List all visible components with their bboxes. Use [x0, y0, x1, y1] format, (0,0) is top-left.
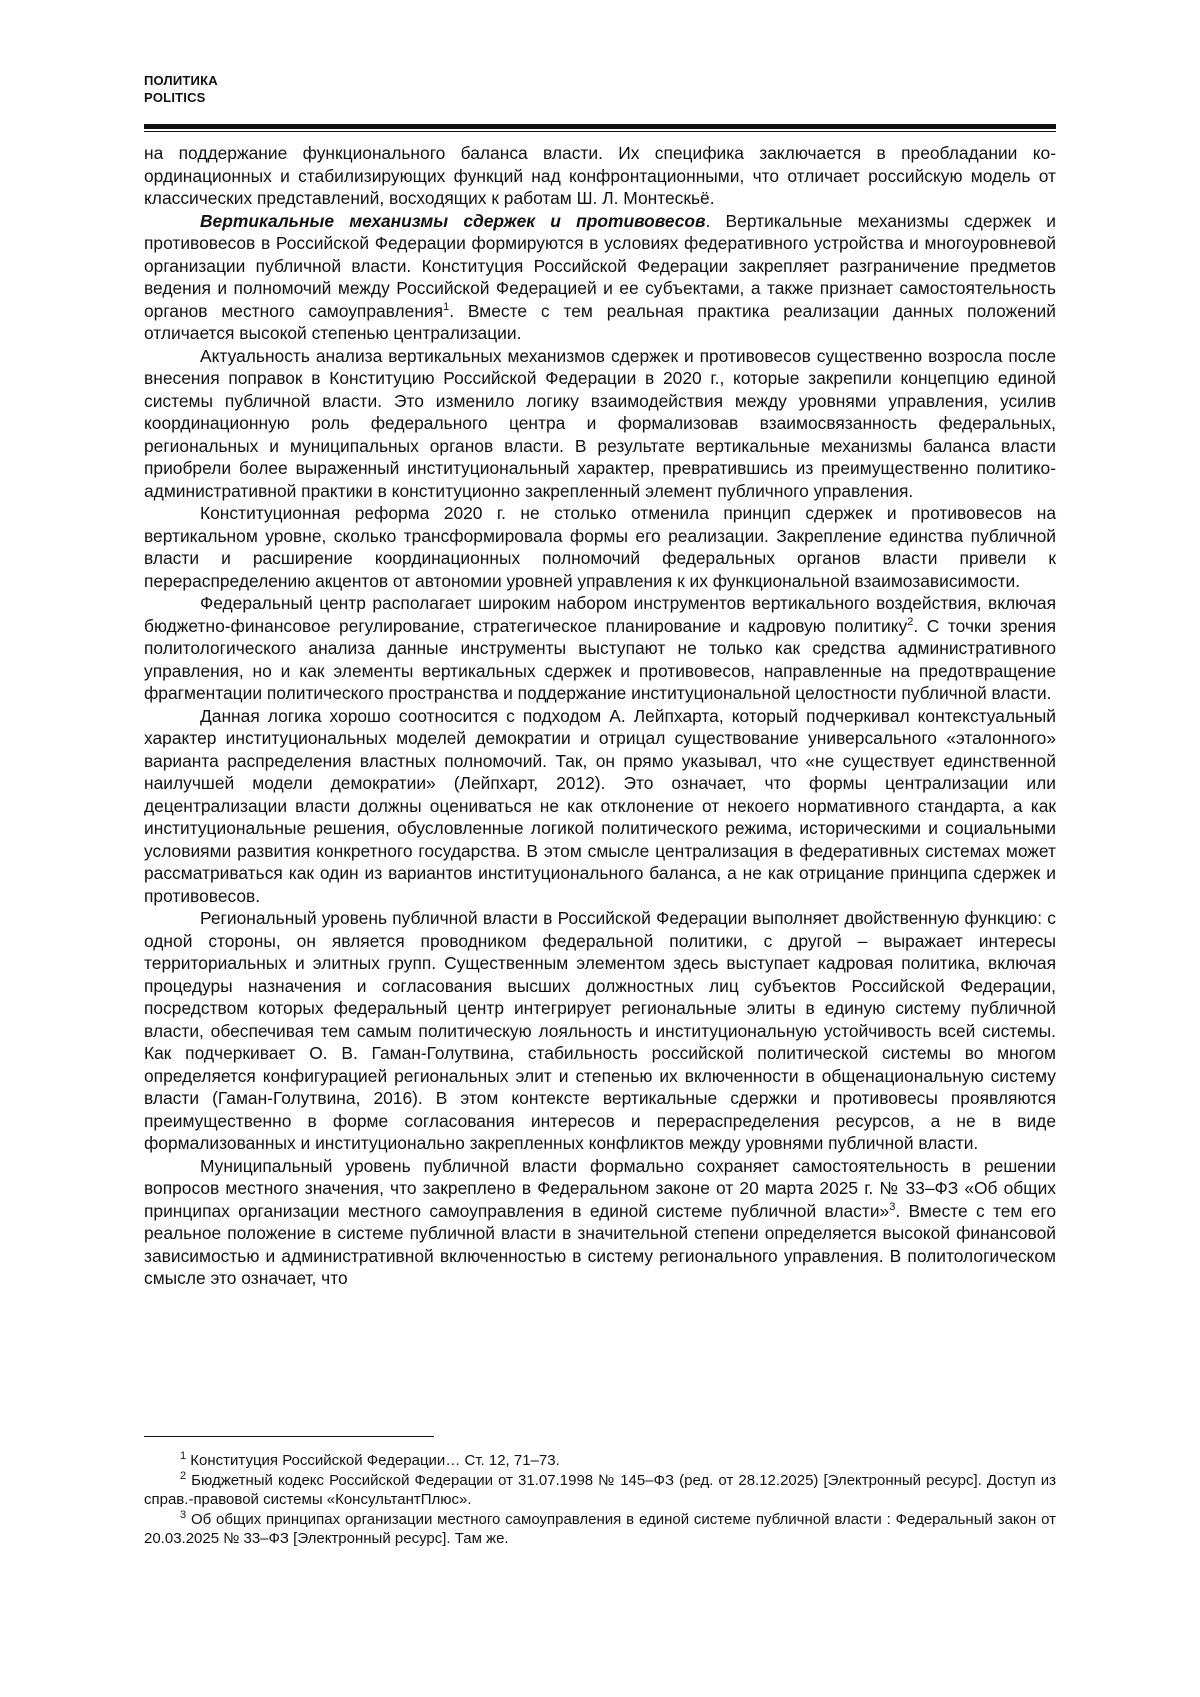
- paragraph-text: Муниципальный уровень публичной власти формально сохраняет самостоятельность в решении вопросов местного значения, что закреплено в Федеральном законе от 20 марта 2025 г. № 33–ФЗ «Об общих принципах организации местного самоуправления в единой системе публичной власти»: [144, 1155, 1056, 1221]
- footnote-text: Об общих принципах организации местного самоуправления в единой системе публичной власти : Федеральный закон от 20.03.2025 № 33–ФЗ [Электронный ресурс]. Там же.: [144, 1510, 1056, 1547]
- paragraph-federal-center: [144, 592, 1056, 705]
- section-title-en: POLITICS: [144, 90, 206, 105]
- section-title-ru: ПОЛИТИКА: [144, 73, 218, 88]
- paragraph-text: . Вертикальные механизмы сдержек и противовесов в Российской Федерации формируются в условиях федеративного устройства и многоуровневой организации публичной власти. Конституция Российской Федерации закрепляет разграничение предметов ведения и полномочий между Российской Федерацией и ее субъектами, а также признает самостоятельность органов местного самоуправления: [144, 210, 1056, 321]
- paragraph-municipal-level: [144, 1155, 1056, 1290]
- footnote-number: 2: [180, 1469, 187, 1482]
- footnote-ref-1[interactable]: 1: [443, 300, 450, 313]
- footnote-separator: [144, 1436, 434, 1437]
- footnote-1: [144, 1451, 1056, 1471]
- footnote-number: 3: [180, 1508, 187, 1521]
- paragraph-continued: на поддержание функционального баланса власти. Их специфика заключается в преобладании координационных и стабилизирующих функций над конфронтационными, что отличает российскую модель от классических представлений, восходящих к работам Ш. Л. Монтескьё.: [144, 143, 1056, 208]
- header-rule-thin: [144, 131, 1056, 132]
- running-header: [144, 72, 218, 106]
- footnote-3: [144, 1510, 1056, 1549]
- paragraph-text: . С точки зрения политологического анализа данные инструменты выступают не только как средства административного управления, но и как элементы вертикальных сдержек и противовесов, направленные на предотвращение фрагментации политического пространства и поддержание институциональной целостности публичной власти.: [144, 615, 1056, 703]
- footnote-ref-3[interactable]: 3: [889, 1200, 896, 1213]
- inline-heading: Вертикальные механизмы сдержек и противовесов: [200, 210, 706, 231]
- footnote-ref-2[interactable]: 2: [907, 615, 914, 628]
- paragraph-text: . Вместе с тем реальная практика реализации данных положений отличается высокой степенью централизации.: [144, 300, 1056, 343]
- header-rule-thick: [144, 124, 1056, 129]
- footnote-text: Конституция Российской Федерации… Ст. 12, 71–73.: [186, 1452, 560, 1469]
- paragraph-regional-level: Региональный уровень публичной власти в Российской Федерации выполняет двойственную функцию: с одной стороны, он является проводником федеральной политики, с другой – выражает интересы территориальных и элитных групп. Существенным элементом здесь выступает кадровая политика, включая процедуры назначения и согласования высших должностных лиц субъектов Российской Федерации, посредством которых федеральный центр интегрирует региональные элиты в единую систему публичной власти, обеспечивая тем самым политическую лояльность и институциональную устойчивость всей системы. Как подчеркивает О. В. Гаман-Голутвина, стабильность российской политической системы во многом определяется конфигурацией региональных элит и степенью их включенности в общенациональную систему власти (Гаман-Голутвина, 2016). В этом контексте вертикальные сдержки и противовесы проявляются преимущественно в форме согласования интересов и перераспределения ресурсов, а не в виде формализованных и институционально закрепленных конфликтов между уровнями публичной власти.: [144, 908, 1056, 1153]
- paragraph-reform-2020: Конституционная реформа 2020 г. не столько отменила принцип сдержек и противовесов на вертикальном уровне, сколько трансформировала формы его реализации. Закрепление единства публичной власти и расширение координационных полномочий федеральных органов власти привели к перераспределению акцентов от автономии уровней управления к их функциональной взаимозависимости.: [144, 503, 1056, 591]
- paragraph-text: Федеральный центр располагает широким набором инструментов вертикального воздействия, включая бюджетно-финансовое регулирование, стратегическое планирование и кадровую политику: [144, 593, 1056, 636]
- article-body: [144, 142, 1056, 1290]
- footnote-text: Бюджетный кодекс Российской Федерации от 31.07.1998 № 145–ФЗ (ред. от 28.12.2025) [Электронный ресурс]. Доступ из справ.-правовой системы «КонсультантПлюс».: [144, 1471, 1056, 1508]
- footnotes: [144, 1451, 1056, 1549]
- paragraph-vertical-mechanisms: [144, 210, 1056, 345]
- footnote-number: 1: [180, 1450, 187, 1462]
- paragraph-text: . Вместе с тем его реальное положение в системе публичной власти в значительной степени определяется высокой финансовой зависимостью и административной включенностью в систему регионального управления. В политологическом смысле это означает, что: [144, 1200, 1056, 1288]
- paragraph-lijphart: Данная логика хорошо соотносится с подходом А. Лейпхарта, который подчеркивал контекстуальный характер институциональных моделей демократии и отрицал существование универсального «эталонного» варианта распределения властных полномочий. Так, он прямо указывал, что «не существует единственной наилучшей модели демократии» (Лейпхарт, 2012). Это означает, что формы централизации или децентрализации власти должны оцениваться не как отклонение от некоего нормативного стандарта, а как институциональные решения, обусловленные логикой политического режима, историческими и социальными условиями развития конкретного государства. В этом смысле централизация в федеративных системах может рассматриваться как один из вариантов институционального баланса, а не как отрицание принципа сдержек и противовесов.: [144, 705, 1056, 906]
- footnote-2: [144, 1471, 1056, 1510]
- paragraph-relevance: Актуальность анализа вертикальных механизмов сдержек и противовесов существенно возросла после внесения поправок в Конституцию Российской Федерации в 2020 г., которые закрепили концепцию единой системы публичной власти. Это изменило логику взаимодействия между уровнями управления, усилив координационную роль федерального центра и формализовав взаимосвязанность федеральных, региональных и муниципальных органов власти. В результате вертикальные механизмы баланса власти приобрели более выраженный институциональный характер, превратившись из преимущественно политико-административной практики в конституционно закрепленный элемент публичного управления.: [144, 345, 1056, 501]
